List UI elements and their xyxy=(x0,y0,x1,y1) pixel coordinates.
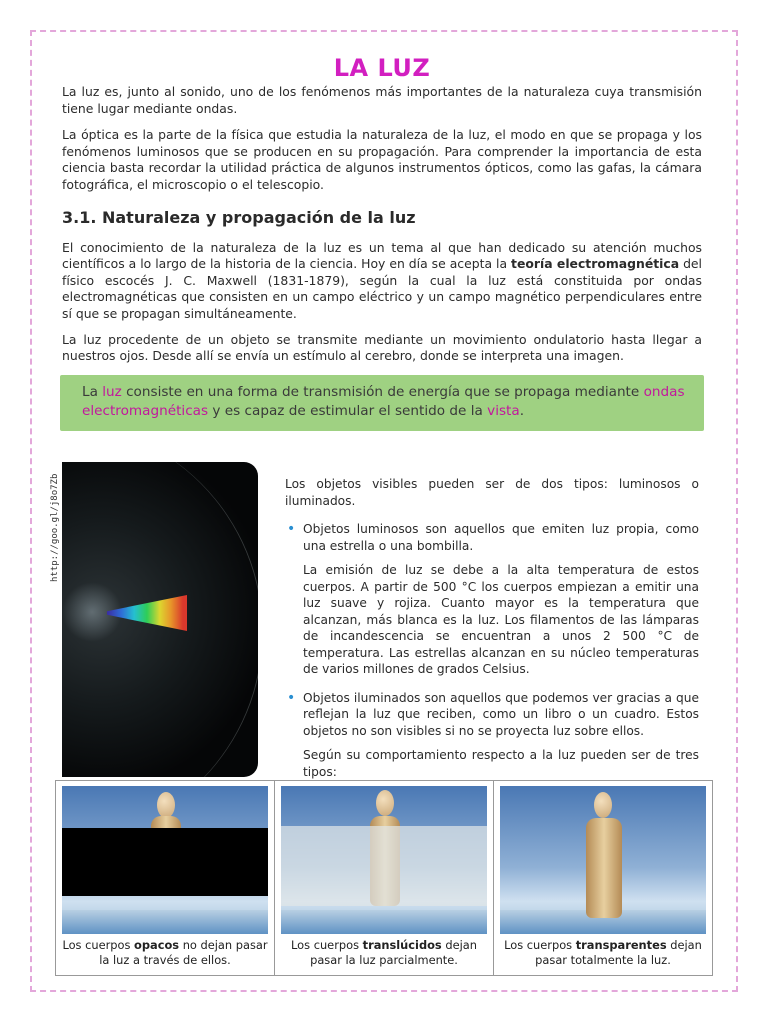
highlight-term: vista xyxy=(487,402,520,419)
bullet-text: Objetos iluminados son aquellos que podemos ver gracias a que reflejan la luz que reciben, como un libro o un cuadro. Estos objetos no son visibles si no se proyecta luz sobre ellos. xyxy=(303,690,699,738)
objects-lead: Los objetos visibles pueden ser de dos tipos: luminosos o iluminados. xyxy=(285,477,699,508)
floor xyxy=(62,910,268,934)
text-span: dejan pasar totalmente la luz. xyxy=(535,938,702,967)
mannequin-head xyxy=(157,792,175,818)
figure-caption xyxy=(279,938,489,968)
section-heading: 3.1. Naturaleza y propagación de la luz xyxy=(62,207,416,227)
bold-term: translúcidos xyxy=(362,938,442,952)
figure-cell-opaque xyxy=(56,781,275,975)
mannequin-head xyxy=(376,790,394,816)
mannequin-transparent-photo xyxy=(500,786,706,934)
text-span: dejan pasar la luz parcialmente. xyxy=(310,938,477,967)
bold-term: opacos xyxy=(134,938,180,952)
mannequin-opaque-photo xyxy=(62,786,268,934)
text-span: y es capaz de estimular el sentido de la xyxy=(208,402,488,419)
bullet-icon: • xyxy=(287,689,296,706)
text-span: del físico escocés J. C. Maxwell (1831-1879), según la cual la luz está constituida por ondas electromagnéticas que consisten en un campo eléctrico y un campo magnético perpendiculares entre sí que se propagan simultáneamente. xyxy=(62,256,703,321)
text-span: El conocimiento de la naturaleza de la luz es un tema al que han dedicado su atención muchos científicos a lo largo de la historia de la ciencia. Hoy en día se acepta la xyxy=(62,239,702,272)
list-item xyxy=(285,690,699,740)
text-span: La xyxy=(82,383,103,400)
objects-text-column xyxy=(285,476,699,780)
figure-caption xyxy=(498,938,708,968)
bold-term: teoría electromagnética xyxy=(511,256,680,272)
bullet-detail: La emisión de luz se debe a la alta temperatura de estos cuerpos. A partir de 500 °C los cuerpos empiezan a emitir una luz suave y rojiza. Cuanto mayor es la temperatura que alcanzan, más blanca es la luz. Los filamentos de las lámparas de incandescencia se encuentran a unos 2 500 °C de temperatura. Las estrellas alcanzan en su núcleo temperaturas de varios millones de grados Celsius. xyxy=(303,563,699,676)
cd-spectrum-photo xyxy=(62,462,258,777)
bullet-detail: Según su comportamiento respecto a la luz pueden ser de tres tipos: xyxy=(303,748,699,779)
intro-paragraph-1: La luz es, junto al sonido, uno de los fenómenos más importantes de la naturaleza cuya transmisión tiene lugar mediante ondas. xyxy=(62,84,702,116)
highlight-term: luz xyxy=(102,383,122,400)
mannequin-translucent-photo xyxy=(281,786,487,934)
opaque-panel xyxy=(62,828,268,896)
text-span: Los cuerpos xyxy=(504,938,576,952)
text-span: no dejan pasar la luz a través de ellos. xyxy=(99,938,268,967)
definition-callout xyxy=(60,375,704,431)
list-item xyxy=(285,521,699,554)
mannequin-body xyxy=(586,818,622,918)
figure-cell-transparent xyxy=(494,781,712,975)
material-types-figure xyxy=(55,780,713,976)
section-paragraph-1 xyxy=(62,240,702,323)
text-span: consiste en una forma de transmisión de energía que se propaga mediante xyxy=(121,383,644,400)
text-span: Los cuerpos xyxy=(62,938,135,952)
image-source-link[interactable]: http://goo.gl/j8o7Zb xyxy=(50,473,60,582)
bullet-icon: • xyxy=(287,521,296,537)
floor xyxy=(281,910,487,934)
section-paragraph-2: La luz procedente de un objeto se transmite mediante un movimiento ondulatorio hasta llegar a nuestros ojos. Desde allí se envía un estímulo al cerebro, donde se interpreta una imagen. xyxy=(62,331,702,364)
bullet-text: Objetos luminosos son aquellos que emiten luz propia, como una estrella o una bombilla. xyxy=(303,522,699,553)
mannequin-head xyxy=(594,792,612,818)
figure-cell-translucent xyxy=(275,781,494,975)
text-span: Los cuerpos xyxy=(291,938,363,952)
bold-term: transparentes xyxy=(575,938,667,952)
text-span: . xyxy=(519,402,525,419)
highlight-term: ondas electromagnéticas xyxy=(82,383,685,419)
translucent-panel xyxy=(281,826,487,906)
intro-paragraph-2: La óptica es la parte de la física que estudia la naturaleza de la luz, el modo en que se propaga y los fenómenos luminosos que se producen en su propagación. Para comprender la importancia de esta ciencia basta recordar la utilidad práctica de algunos instrumentos ópticos, como las gafas, la cámara fotográfica, el microscopio o el telescopio. xyxy=(62,127,702,192)
page-content xyxy=(62,54,702,431)
figure-caption xyxy=(60,938,270,968)
page-title: LA LUZ xyxy=(333,54,431,82)
